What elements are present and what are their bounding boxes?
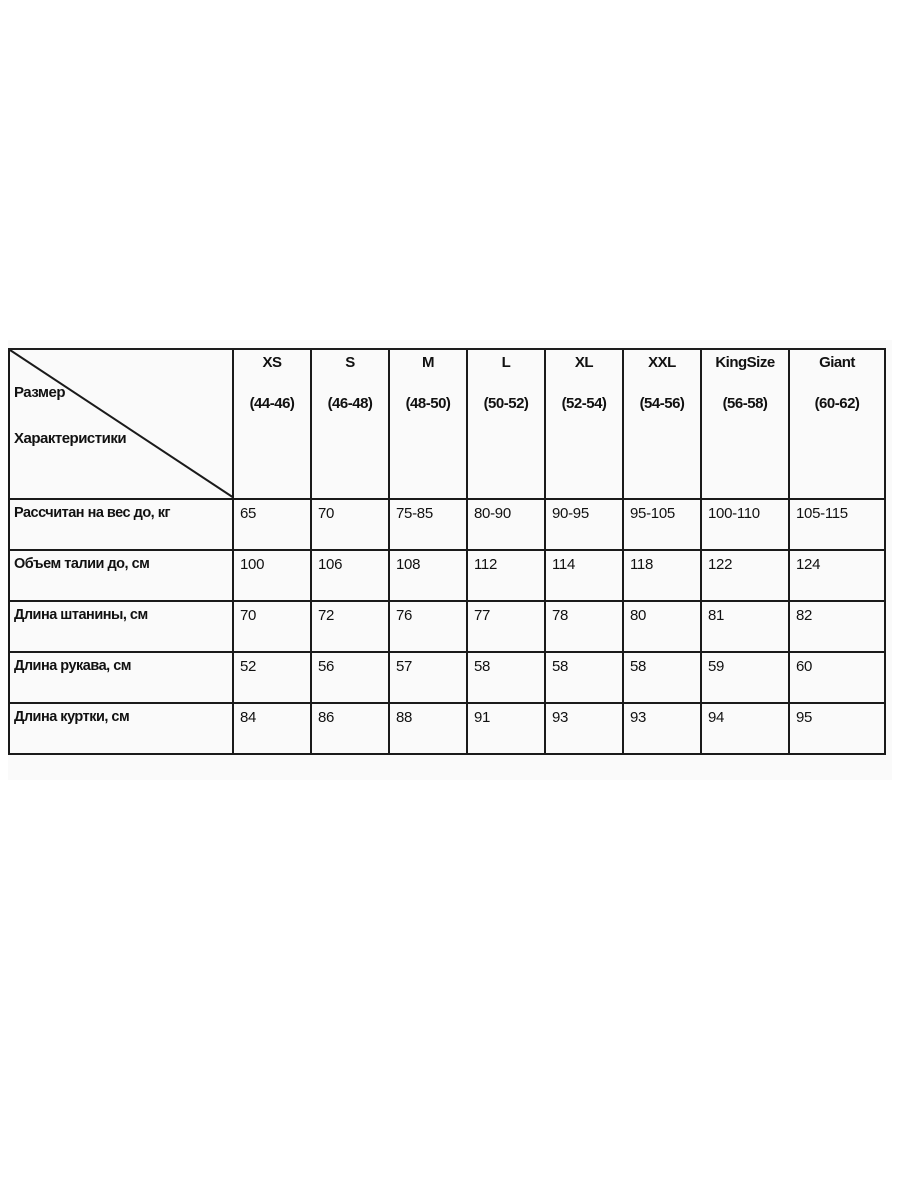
table-cell: 77 [467,601,545,652]
table-cell: 70 [311,499,389,550]
table-cell: 100-110 [701,499,789,550]
row-label: Длина рукава, см [9,652,233,703]
size-range: (46-48) [327,395,373,412]
table-cell: 75-85 [389,499,467,550]
size-code: XS [262,354,282,371]
table-row [9,499,885,550]
table-cell: 114 [545,550,623,601]
size-range: (60-62) [814,395,860,412]
corner-header-cell [9,349,233,499]
size-code: M [422,354,434,371]
table-row [9,703,885,754]
table-cell: 80-90 [467,499,545,550]
table-cell: 58 [467,652,545,703]
table-cell: 112 [467,550,545,601]
corner-characteristics-label: Характеристики [14,430,127,447]
table-cell: 65 [233,499,311,550]
table-cell: 56 [311,652,389,703]
size-header [545,349,623,499]
size-header [623,349,701,499]
table-cell: 100 [233,550,311,601]
table-cell: 88 [389,703,467,754]
size-code: XXL [648,354,676,371]
table-cell: 93 [623,703,701,754]
table-cell: 94 [701,703,789,754]
size-range: (50-52) [483,395,529,412]
size-range: (48-50) [405,395,451,412]
row-label: Объем талии до, см [9,550,233,601]
table-cell: 82 [789,601,885,652]
size-range: (56-58) [722,395,768,412]
table-cell: 90-95 [545,499,623,550]
table-cell: 93 [545,703,623,754]
table-cell: 95-105 [623,499,701,550]
table-cell: 60 [789,652,885,703]
table-row [9,601,885,652]
table-cell: 95 [789,703,885,754]
table-cell: 118 [623,550,701,601]
size-range: (54-56) [639,395,685,412]
size-header [233,349,311,499]
size-chart-table [8,348,886,755]
size-header [389,349,467,499]
table-cell: 84 [233,703,311,754]
table-cell: 76 [389,601,467,652]
table-row [9,550,885,601]
table-cell: 105-115 [789,499,885,550]
size-code: XL [574,354,594,371]
table-cell: 70 [233,601,311,652]
row-label: Длина куртки, см [9,703,233,754]
row-label: Длина штанины, см [9,601,233,652]
table-cell: 52 [233,652,311,703]
table-cell: 58 [545,652,623,703]
row-label: Рассчитан на вес до, кг [9,499,233,550]
size-code: Giant [819,354,855,371]
table-cell: 72 [311,601,389,652]
table-cell: 124 [789,550,885,601]
table-cell: 80 [623,601,701,652]
table-cell: 91 [467,703,545,754]
table-cell: 58 [623,652,701,703]
size-header [789,349,885,499]
table-cell: 81 [701,601,789,652]
table-row [9,652,885,703]
table-cell: 106 [311,550,389,601]
table-cell: 59 [701,652,789,703]
size-code: S [345,354,355,371]
table-cell: 108 [389,550,467,601]
size-range: (44-46) [249,395,295,412]
table-cell: 122 [701,550,789,601]
size-code: L [501,354,511,371]
size-code: KingSize [715,354,775,371]
table-cell: 86 [311,703,389,754]
corner-size-label: Размер [14,384,66,401]
size-header [701,349,789,499]
table-cell: 57 [389,652,467,703]
size-range: (52-54) [561,395,607,412]
diagonal-divider [10,350,234,498]
table-cell: 78 [545,601,623,652]
size-chart-sheet [8,340,892,780]
size-header [467,349,545,499]
size-header-row [9,349,885,499]
size-header [311,349,389,499]
